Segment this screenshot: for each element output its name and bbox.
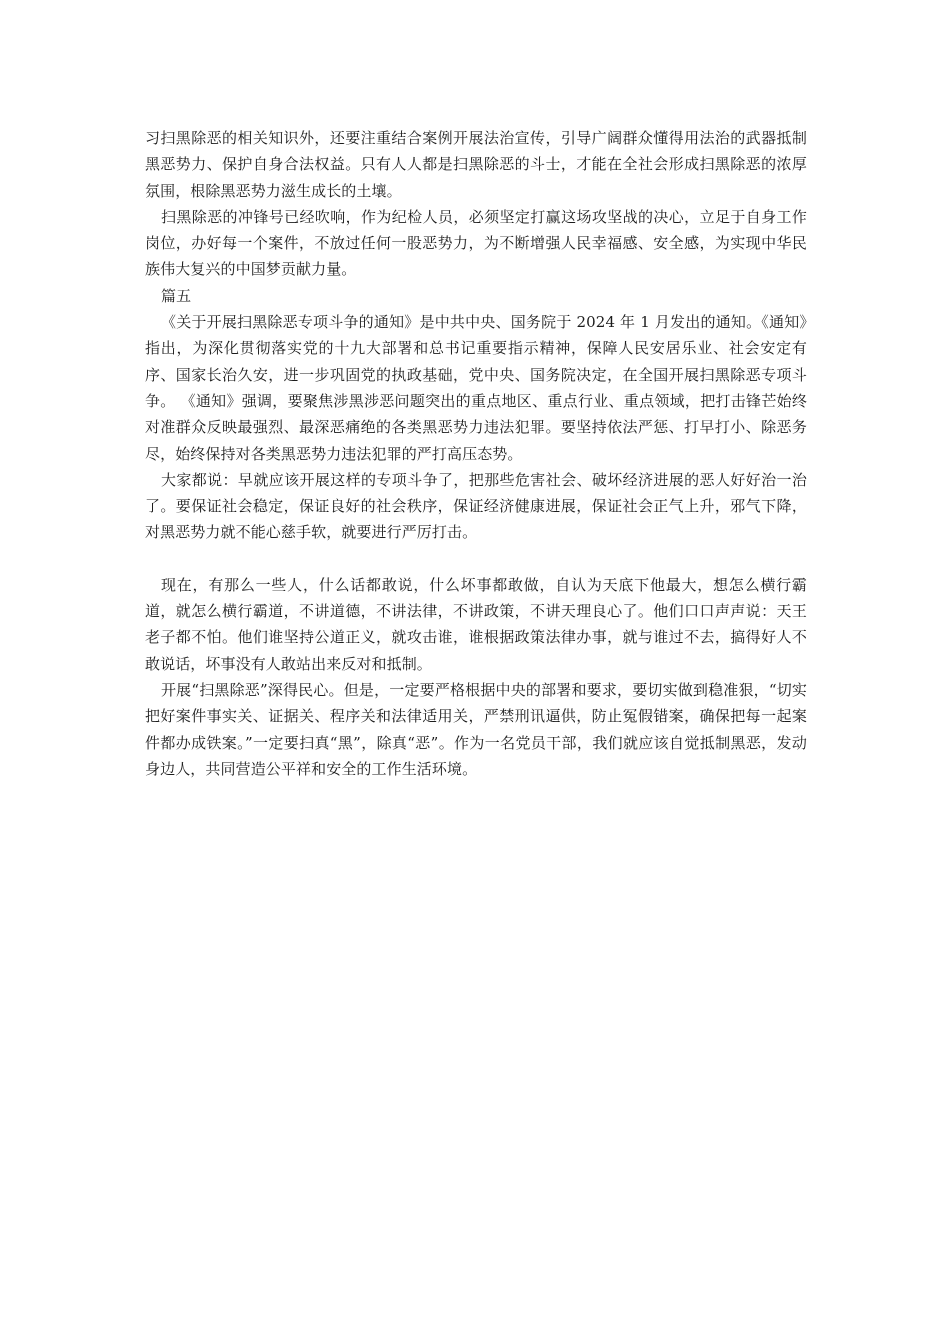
document-body <box>145 125 807 782</box>
paragraph-continuation: 习扫黑除恶的相关知识外，还要注重结合案例开展法治宣传，引导广阔群众懂得用法治的武器抵制黑恶势力、保护自身合法权益。只有人人都是扫黑除恶的斗士，才能在全社会形成扫黑除恶的浓厚氛围，根除黑恶势力滋生成长的土壤。 <box>145 129 807 200</box>
paragraph-notice: 《关于开展扫黑除恶专项斗争的通知》是中共中央、国务院于 2024 年 1 月发出的通知。《通知》指出，为深化贯彻落实党的十九大部署和总书记重要指示精神，保障人民安居乐业、社会安定有序、国家长治久安，进一步巩固党的执政基础，党中央、国务院决定，在全国开展扫黑除恶专项斗争。 《通知》强调，要聚焦涉黑涉恶问题突出的重点地区、重点行业、重点领域，把打击锋芒始终对准群众反映最强烈、最深恶痛绝的各类黑恶势力违法犯罪。要坚持依法严惩、打早打小、除恶务尽，始终保持对各类黑恶势力违法犯罪的严打高压态势。 <box>145 313 807 463</box>
section-heading: 篇五 <box>161 286 192 305</box>
paragraph-current-situation: 现在，有那么一些人，什么话都敢说，什么坏事都敢做，自认为天底下他最大，想怎么横行霸道，就怎么横行霸道，不讲道德，不讲法律，不讲政策，不讲天理良心了。他们口口声声说：天王老子都不怕。他们谁坚持公道正义，就攻击谁，谁根据政策法律办事，就与谁过不去，搞得好人不敢说话，坏事没有人敢站出来反对和抵制。 <box>145 575 807 673</box>
paragraph-call-to-action: 扫黑除恶的冲锋号已经吹响，作为纪检人员，必须坚定打赢这场攻坚战的决心，立足于自身工作岗位，办好每一个案件，不放过任何一股恶势力，为不断增强人民幸福感、安全感，为实现中华民族伟大复兴的中国梦贡献力量。 <box>145 207 807 279</box>
paragraph-public-opinion: 大家都说：早就应该开展这样的专项斗争了，把那些危害社会、破坏经济进展的恶人好好治一治了。要保证社会稳定，保证良好的社会秩序，保证经济健康进展，保证社会正气上升，邪气下降，对黑恶势力就不能心慈手软，就要进行严厉打击。 <box>145 470 807 542</box>
paragraph-conclusion: 开展“扫黑除恶”深得民心。但是，一定要严格根据中央的部署和要求，要切实做到稳准狠，“切实把好案件事实关、证据关、程序关和法律适用关，严禁刑讯逼供，防止冤假错案，确保把每一起案件都办成铁案。”一定要扫真“黑”，除真“恶”。作为一名党员干部，我们就应该自觉抵制黑恶，发动身边人，共同营造公平祥和安全的工作生活环境。 <box>145 680 807 778</box>
